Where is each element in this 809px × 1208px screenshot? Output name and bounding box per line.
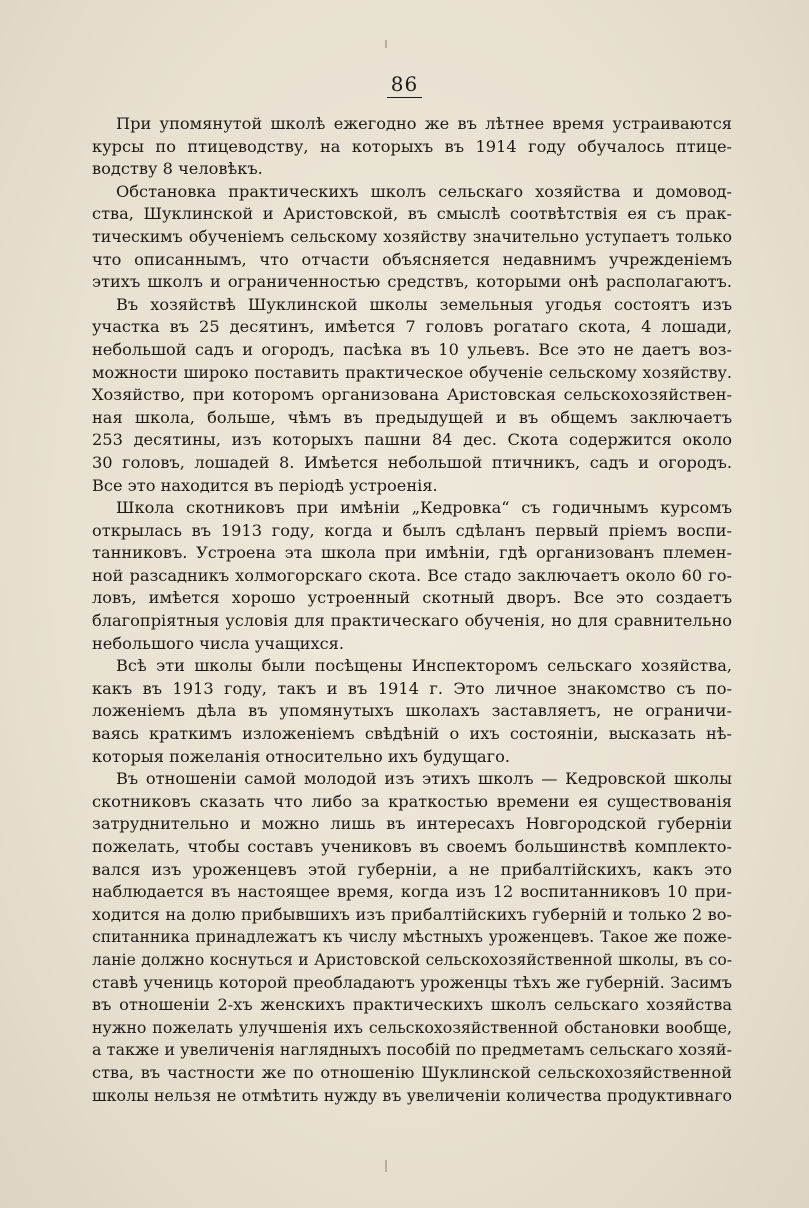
- text-line: ходится на долю прибывшихъ изъ прибалтійскихъ губерній и только 2 во-: [92, 904, 732, 924]
- text-line: 30 головъ, лошадей 8. Имѣется небольшой птичникъ, садъ и огородъ.: [92, 452, 732, 472]
- text-line: ваясь краткимъ изложеніемъ свѣдѣній о ихъ состояніи, высказать нѣ-: [92, 724, 732, 744]
- text-line: участка въ 25 десятинъ, имѣется 7 головъ рогатаго скота, 4 лошади,: [92, 317, 732, 337]
- text-line: водству 8 человѣкъ.: [92, 159, 263, 179]
- text-line: въ отношеніи 2-хъ женскихъ практическихъ школъ сельскаго хозяйства: [92, 995, 732, 1015]
- text-line: ная школа, больше, чѣмъ въ предыдущей и въ общемъ заключаетъ: [92, 407, 732, 427]
- text-line: этихъ школъ и ограниченностью средствъ, которыми онѣ располагаютъ.: [92, 272, 732, 292]
- text-line: ставѣ учениць которой преобладаютъ уроженцы тѣхъ же губерній. Засимъ: [92, 972, 732, 992]
- text-line: Всѣ эти школы были посѣщены Инспекторомъ сельскаго хозяйства,: [116, 656, 732, 676]
- text-line: ства, Шуклинской и Аристовской, въ смыслѣ соотвѣтствія ея съ прак-: [92, 204, 732, 224]
- text-line: благопріятныя условія для практическаго обученія, но для сравнительно: [92, 611, 732, 631]
- text-line: которыя пожеланія относительно ихъ будущаго.: [92, 746, 511, 766]
- text-line: какъ въ 1913 году, такъ и въ 1914 г. Это личное знакомство съ по-: [92, 678, 732, 698]
- text-line: 253 десятины, изъ которыхъ пашни 84 дес. Скота содержится около: [92, 430, 732, 450]
- text-line: что описаннымъ, что отчасти объясняется недавнимъ учрежденіемъ: [92, 249, 732, 269]
- text-line: спитанника принадлежатъ къ числу мѣстныхъ уроженцевъ. Такое же поже-: [92, 928, 732, 947]
- text-line: танниковъ. Устроена эта школа при имѣніи, гдѣ организованъ племен-: [92, 543, 732, 563]
- text-line: нужно пожелать улучшенія ихъ сельскохозяйственной обстановки вообще,: [92, 1017, 732, 1037]
- text-line: открылась въ 1913 году, когда и былъ сдѣланъ первый пріемъ воспи-: [92, 520, 732, 540]
- text-line: Въ хозяйствѣ Шуклинской школы земельныя угодья состоятъ изъ: [116, 294, 732, 314]
- text-line: небольшой садъ и огородъ, пасѣка въ 10 ульевъ. Все это не даетъ воз-: [92, 339, 732, 359]
- text-line: тическимъ обученіемъ сельскому хозяйству значительно уступаетъ только: [92, 226, 732, 246]
- text-line: Въ отношеніи самой молодой изъ этихъ школъ — Кедровской школы: [116, 769, 732, 789]
- text-line: курсы по птицеводству, на которыхъ въ 1914 году обучалось птице-: [92, 136, 732, 156]
- text-line: небольшого числа учащихся.: [92, 633, 345, 653]
- text-line: затруднительно и можно лишь въ интересахъ Новгородской губерніи: [92, 814, 732, 834]
- text-line: Обстановка практическихъ школъ сельскаго хозяйства и домовод-: [116, 181, 732, 201]
- text-line: ной разсадникъ холмогорскаго скота. Все стадо заключаетъ около 60 го-: [92, 565, 732, 585]
- text-line: школы нельзя не отмѣтить нужду въ увеличеніи количества продуктивнаго: [92, 1085, 732, 1105]
- text-line: Школа скотниковъ при имѣніи „Кедровка“ съ годичнымъ курсомъ: [116, 498, 732, 518]
- text-line: ловъ, имѣется хорошо устроенный скотный дворъ. Все это создаетъ: [92, 588, 732, 608]
- text-line: можности широко поставить практическое обученіе сельскому хозяйству.: [92, 362, 732, 382]
- text-line: вался изъ уроженцевъ этой губерніи, а не прибалтійскихъ, какъ это: [92, 859, 732, 879]
- text-line: скотниковъ сказать что либо за краткостью времени ея существованія: [92, 791, 732, 811]
- text-line: ложеніемъ дѣла въ упомянутыхъ школахъ заставляетъ, не ограничи-: [92, 701, 732, 721]
- text-line: Все это находится въ періодѣ устроенія.: [92, 475, 438, 495]
- text-line: ства, въ частности же по отношенію Шуклинской сельскохозяйственной: [92, 1062, 732, 1082]
- text-line: ланіе должно коснуться и Аристовской сельскохозяйственной школы, въ со-: [92, 950, 732, 969]
- text-line: пожелать, чтобы составъ учениковъ въ своемъ большинствѣ комплекто-: [92, 837, 732, 856]
- page-number-text: 86: [387, 72, 422, 98]
- body-text: [92, 113, 732, 1107]
- page-top-mark: [385, 40, 387, 48]
- page-number: [0, 72, 809, 98]
- text-line: а также и увеличенія наглядныхъ пособій по предметамъ сельскаго хозяй-: [92, 1040, 732, 1060]
- text-line: При упомянутой школѣ ежегодно же въ лѣтнее время устраиваются: [116, 114, 732, 133]
- text-line: Хозяйство, при которомъ организована Аристовская сельскохозяйствен-: [92, 385, 732, 405]
- page-bottom-mark: [385, 1160, 387, 1172]
- text-line: наблюдается въ настоящее время, когда изъ 12 воспитанниковъ 10 при-: [92, 882, 732, 902]
